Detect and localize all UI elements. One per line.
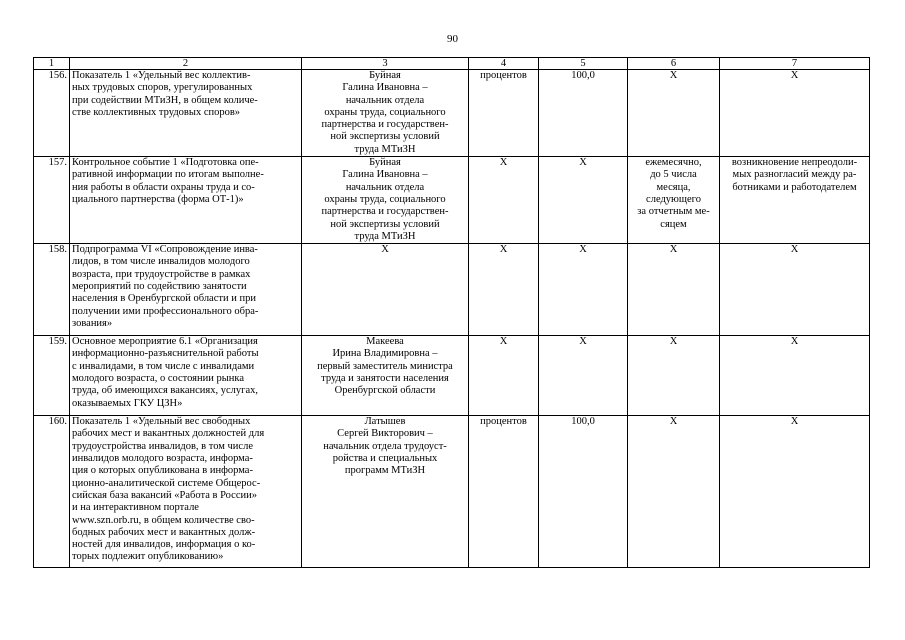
- header-cell-6: 6: [628, 58, 720, 70]
- row-period: ежемесячно, до 5 числа месяца, следующего за отчетным ме- сяцем: [628, 157, 720, 244]
- row-period: X: [628, 416, 720, 568]
- row-note: возникновение непреодоли- мых разногласий между ра- ботниками и работодателем: [720, 157, 870, 244]
- row-responsible: Макеева Ирина Владимировна – первый заместитель министра труда и занятости населения Оренбургской области: [302, 336, 469, 416]
- row-number: 158.: [34, 244, 70, 336]
- table-row: [34, 244, 870, 336]
- header-row: [34, 58, 870, 70]
- table-row: [34, 416, 870, 568]
- table-row: [34, 336, 870, 416]
- table-row: [34, 70, 870, 157]
- row-name: Основное мероприятие 6.1 «Организация информационно-разъяснительной работы с инвалидами, в том числе с инвалидами молодого возраста, о состоянии рынка труда, об имеющихся вакансиях, услугах, оказываемых ГКУ ЦЗН»: [70, 336, 302, 416]
- header-cell-4: 4: [469, 58, 539, 70]
- row-value: 100,0: [539, 70, 628, 157]
- header-cell-1: 1: [34, 58, 70, 70]
- row-responsible: Буйная Галина Ивановна – начальник отдела охраны труда, социального партнерства и государствен- ной экспертизы условий труда МТиЗН: [302, 70, 469, 157]
- row-value: X: [539, 244, 628, 336]
- row-name: Контрольное событие 1 «Подготовка опе- ративной информации по итогам выполне- ния работы в области охраны труда и со- циального партнерства (форма ОТ-1)»: [70, 157, 302, 244]
- header-cell-5: 5: [539, 58, 628, 70]
- row-note: X: [720, 416, 870, 568]
- row-responsible: X: [302, 244, 469, 336]
- row-name: Подпрограмма VI «Сопровождение инва- лидов, в том числе инвалидов молодого возраста, при трудоустройстве в рамках мероприятий по содействию занятости населения в Оренбургской области и при получении ими профессионального обра- зования»: [70, 244, 302, 336]
- row-unit: процентов: [469, 70, 539, 157]
- row-note: X: [720, 244, 870, 336]
- row-period: X: [628, 336, 720, 416]
- measures-table: [33, 57, 870, 568]
- row-name: Показатель 1 «Удельный вес коллектив- ных трудовых споров, урегулированных при содействии МТиЗН, в общем количе- стве коллективных трудовых споров»: [70, 70, 302, 157]
- table-row: [34, 157, 870, 244]
- row-responsible: Буйная Галина Ивановна – начальник отдела охраны труда, социального партнерства и государствен- ной экспертизы условий труда МТиЗН: [302, 157, 469, 244]
- row-number: 160.: [34, 416, 70, 568]
- row-unit: X: [469, 157, 539, 244]
- page-number: 90: [447, 33, 458, 45]
- row-value: 100,0: [539, 416, 628, 568]
- row-number: 156.: [34, 70, 70, 157]
- row-unit: X: [469, 244, 539, 336]
- row-responsible: Латышев Сергей Викторович – начальник отдела трудоуст- ройства и специальных программ МТиЗН: [302, 416, 469, 568]
- row-unit: процентов: [469, 416, 539, 568]
- row-unit: X: [469, 336, 539, 416]
- row-name: Показатель 1 «Удельный вес свободных рабочих мест и вакантных должностей для трудоустройства инвалидов, в том числе инвалидов молодого возраста, информа- ция о которых опубликована в информа- ционно-аналитической системе Общерос- сийская база вакансий «Работа в России» и на интерактивном портале www.szn.orb.ru, в общем количестве сво- бодных рабочих мест и вакантных долж- ностей для инвалидов, информация о ко- торых подлежит опубликованию»: [70, 416, 302, 568]
- header-cell-3: 3: [302, 58, 469, 70]
- row-number: 159.: [34, 336, 70, 416]
- row-note: X: [720, 336, 870, 416]
- row-value: X: [539, 336, 628, 416]
- header-cell-2: 2: [70, 58, 302, 70]
- row-period: X: [628, 244, 720, 336]
- row-value: X: [539, 157, 628, 244]
- header-cell-7: 7: [720, 58, 870, 70]
- row-note: X: [720, 70, 870, 157]
- row-period: X: [628, 70, 720, 157]
- row-number: 157.: [34, 157, 70, 244]
